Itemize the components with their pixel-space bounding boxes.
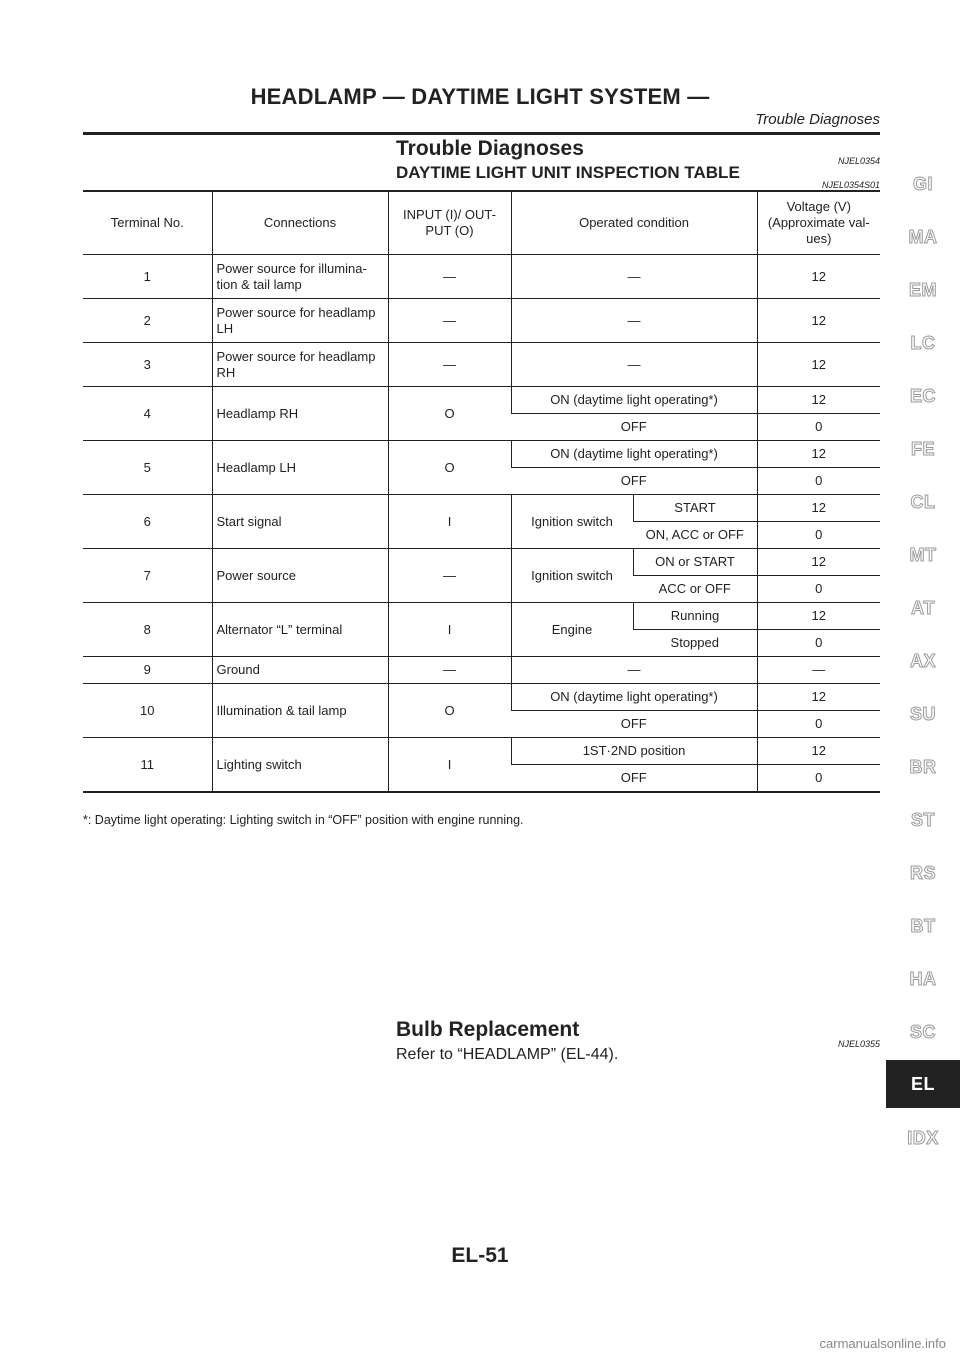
cell-voltage: 12 [757,603,880,630]
cell-connection: Power source for illumina- tion & tail lamp [212,255,388,299]
tab-el-active[interactable]: EL [886,1060,960,1108]
cell-subcondition: ON or START [633,549,757,576]
tab-bt[interactable]: BT [910,916,936,936]
cell-voltage: 12 [757,299,880,343]
cell-connection: Power source for headlamp LH [212,299,388,343]
cell-voltage: 0 [757,468,880,495]
cell-io: — [388,299,511,343]
table-row [83,495,880,522]
tab-ha[interactable]: HA [909,969,937,989]
bulb-section-code: NJEL0355 [837,1039,880,1049]
table-row [83,549,880,576]
tab-gi[interactable]: GI [912,174,933,194]
cell-voltage: 12 [757,738,880,765]
cell-terminal: 2 [83,299,212,343]
cell-connection: Alternator “L” terminal [212,603,388,657]
table-row [83,343,880,387]
col-header-voltage: Voltage (V) (Approximate val- ues) [757,192,880,255]
cell-terminal: 8 [83,603,212,657]
cell-io: I [388,495,511,549]
col-header-condition: Operated condition [511,192,757,255]
cell-subcondition: Running [633,603,757,630]
cell-connection: Lighting switch [212,738,388,792]
cell-condition: ON (daytime light operating*) [511,387,757,414]
cell-condition: OFF [511,468,757,495]
tab-cl[interactable]: CL [910,492,936,512]
tab-at[interactable]: AT [911,598,935,618]
cell-voltage: 0 [757,765,880,792]
cell-io: — [388,657,511,684]
inspection-table [83,190,880,793]
cell-condition: OFF [511,765,757,792]
page-header-subtitle: Trouble Diagnoses [755,111,880,128]
table-footnote: *: Daytime light operating: Lighting switch in “OFF” position with engine running. [83,813,524,827]
table-row [83,603,880,630]
table-row [83,441,880,468]
cell-voltage: 12 [757,343,880,387]
cell-connection: Illumination & tail lamp [212,684,388,738]
cell-terminal: 3 [83,343,212,387]
cell-io: I [388,738,511,792]
section-subtitle: DAYTIME LIGHT UNIT INSPECTION TABLE [396,163,740,182]
cell-condition: Engine [511,603,633,657]
cell-io: O [388,684,511,738]
section-subcode: NJEL0354S01 [821,180,880,190]
tab-rs[interactable]: RS [909,863,936,883]
tab-mt[interactable]: MT [909,545,937,565]
page-number: EL-51 [451,1244,509,1267]
cell-terminal: 10 [83,684,212,738]
cell-subcondition: START [633,495,757,522]
table-row [83,255,880,299]
cell-connection: Power source for headlamp RH [212,343,388,387]
cell-io: — [388,343,511,387]
bulb-section-text: Refer to “HEADLAMP” (EL-44). [396,1046,619,1063]
cell-condition: OFF [511,711,757,738]
header-rule [83,132,880,135]
col-header-terminal: Terminal No. [110,215,184,230]
cell-subcondition: Stopped [633,630,757,657]
cell-connection: Ground [212,657,388,684]
cell-voltage: 12 [757,684,880,711]
page-header-title: HEADLAMP — DAYTIME LIGHT SYSTEM — [250,84,710,109]
cell-terminal: 5 [83,441,212,495]
table-row [83,299,880,343]
cell-terminal: 6 [83,495,212,549]
cell-terminal: 9 [83,657,212,684]
tab-sc[interactable]: SC [909,1022,936,1042]
watermark: carmanualsonline.info [819,1336,946,1351]
cell-voltage: 0 [757,576,880,603]
cell-condition: — [511,299,757,343]
cell-io: — [388,255,511,299]
cell-subcondition: ACC or OFF [633,576,757,603]
cell-terminal: 7 [83,549,212,603]
cell-condition: — [511,343,757,387]
tab-idx[interactable]: IDX [907,1128,939,1148]
cell-terminal: 4 [83,387,212,441]
tab-lc[interactable]: LC [910,333,936,353]
cell-voltage: 0 [757,711,880,738]
col-header-io: INPUT (I)/ OUT- PUT (O) [388,192,511,255]
cell-connection: Power source [212,549,388,603]
cell-condition: — [511,255,757,299]
cell-condition: Ignition switch [511,549,633,603]
table-row [83,738,880,765]
tab-st[interactable]: ST [910,810,935,830]
cell-voltage: 12 [757,549,880,576]
cell-connection: Headlamp LH [212,441,388,495]
cell-condition: 1ST·2ND position [511,738,757,765]
cell-condition: ON (daytime light operating*) [511,684,757,711]
section-title: Trouble Diagnoses [396,137,584,160]
cell-connection: Headlamp RH [212,387,388,441]
table-row [83,684,880,711]
cell-voltage: 12 [757,255,880,299]
cell-terminal: 11 [83,738,212,792]
table-row [83,387,880,414]
tab-ec[interactable]: EC [909,386,936,406]
cell-condition: Ignition switch [511,495,633,549]
cell-voltage: 12 [757,495,880,522]
cell-voltage: 12 [757,387,880,414]
cell-voltage: 0 [757,630,880,657]
tab-em[interactable]: EM [909,280,937,300]
cell-io: O [388,387,511,441]
cell-voltage: — [757,657,880,684]
tab-ax[interactable]: AX [909,651,936,671]
cell-connection: Start signal [212,495,388,549]
cell-subcondition: ON, ACC or OFF [633,522,757,549]
tab-ma[interactable]: MA [908,227,938,247]
table-row [83,657,880,684]
tab-fe[interactable]: FE [910,439,935,459]
cell-terminal: 1 [83,255,212,299]
tab-su[interactable]: SU [909,704,936,724]
bulb-section-title: Bulb Replacement [396,1018,580,1041]
col-header-connections: Connections [212,192,388,255]
cell-io: I [388,603,511,657]
cell-condition: — [511,657,757,684]
cell-voltage: 0 [757,522,880,549]
cell-condition: OFF [511,414,757,441]
cell-condition: ON (daytime light operating*) [511,441,757,468]
cell-voltage: 0 [757,414,880,441]
section-code: NJEL0354 [837,156,880,166]
cell-io: O [388,441,511,495]
tab-br[interactable]: BR [909,757,937,777]
table-header-row [83,192,880,255]
cell-voltage: 12 [757,441,880,468]
cell-io: — [388,549,511,603]
